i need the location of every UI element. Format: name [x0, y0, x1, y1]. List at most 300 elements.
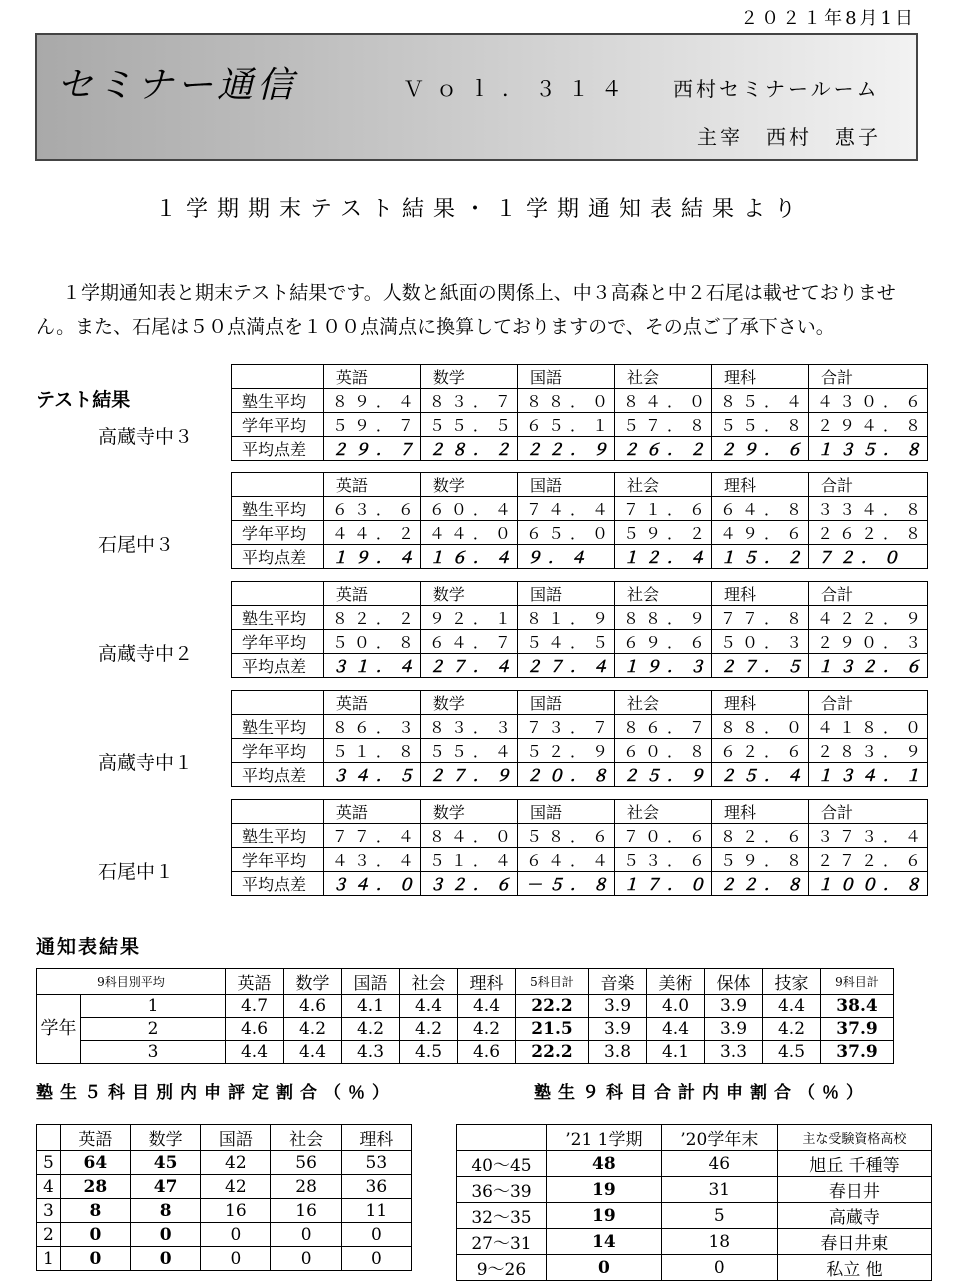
table-cell: 3.8	[589, 1041, 647, 1064]
table-cell: １３４．１	[808, 763, 927, 787]
table-cell: ９２．１	[420, 606, 517, 630]
grade-label: 学年	[37, 995, 81, 1064]
table-cell: ５９．７	[323, 413, 420, 437]
column-header: 英語	[323, 365, 420, 389]
table-row	[232, 389, 928, 413]
table-cell: 春日井東	[777, 1229, 931, 1255]
table-row	[457, 1177, 932, 1203]
table-row	[37, 1041, 894, 1064]
table-header-row	[232, 365, 928, 389]
row-label: 平均点差	[232, 545, 324, 569]
column-header: 合計	[808, 691, 927, 715]
column-header: 国語	[517, 473, 614, 497]
test-result-table	[231, 364, 928, 461]
table-cell: ２９０．３	[808, 630, 927, 654]
table-cell: ５５．８	[711, 413, 808, 437]
column-header: 9科目計	[821, 969, 894, 995]
table-cell: 48	[546, 1151, 661, 1177]
row-label: 学年平均	[232, 630, 324, 654]
column-header: 合計	[808, 473, 927, 497]
row-label: 塾生平均	[232, 824, 324, 848]
table-cell: ２９４．８	[808, 413, 927, 437]
table-cell: ５４．５	[517, 630, 614, 654]
table-cell: 4.3	[342, 1041, 400, 1064]
column-header: 理科	[711, 582, 808, 606]
table-cell: 4.4	[763, 995, 821, 1018]
column-header: 社会	[614, 365, 711, 389]
test-result-table	[231, 799, 928, 896]
table-cell: 36～39	[457, 1177, 547, 1203]
table-cell: 3.9	[589, 995, 647, 1018]
table-cell: ５９．８	[711, 848, 808, 872]
table-row	[232, 437, 928, 461]
table-cell: 私立 他	[777, 1255, 931, 1281]
table-cell: 0	[201, 1247, 271, 1271]
school-label: 高蔵寺中２	[98, 643, 194, 665]
intro-paragraph: １学期通知表と期末テスト結果です。人数と紙面の関係上、中３高森と中２石尾は載せておりません。また、石尾は５０点満点を１００点満点に換算しておりますので、その点ご了承下さい。	[36, 282, 896, 338]
table-cell: ４９．６	[711, 521, 808, 545]
table-cell: 4.1	[647, 1041, 705, 1064]
table-cell: ５３．６	[614, 848, 711, 872]
table-cell: 28	[60, 1175, 130, 1199]
table-row	[232, 739, 928, 763]
table-cell: ２９．７	[323, 437, 420, 461]
table-cell: ５０．８	[323, 630, 420, 654]
column-header: 理科	[711, 691, 808, 715]
table-cell: 4.2	[400, 1018, 458, 1041]
table-cell: 旭丘 千種等	[777, 1151, 931, 1177]
table-cell: ６４．４	[517, 848, 614, 872]
table-cell: ６９．６	[614, 630, 711, 654]
table-cell: ８２．２	[323, 606, 420, 630]
column-header	[232, 365, 324, 389]
table-cell: 28	[271, 1175, 341, 1199]
table-cell: 4.2	[458, 1018, 516, 1041]
table-cell: ６４．７	[420, 630, 517, 654]
newsletter-header	[35, 33, 918, 161]
table-header-row	[37, 1125, 412, 1151]
table-cell: ８６．７	[614, 715, 711, 739]
table-cell: ２６２．８	[808, 521, 927, 545]
table-cell: １２．４	[614, 545, 711, 569]
school-label: 高蔵寺中１	[98, 752, 194, 774]
column-header: 社会	[271, 1125, 341, 1151]
table-cell: ２７．５	[711, 654, 808, 678]
table-cell: ７１．６	[614, 497, 711, 521]
row-label: 学年平均	[232, 521, 324, 545]
table-cell: ５９．２	[614, 521, 711, 545]
column-header	[232, 473, 324, 497]
table-cell: ７７．４	[323, 824, 420, 848]
table-cell: ４１８．０	[808, 715, 927, 739]
table-cell: １５．２	[711, 545, 808, 569]
column-header: 英語	[323, 691, 420, 715]
table-row	[232, 848, 928, 872]
table-cell: ８６．３	[323, 715, 420, 739]
table-cell: 0	[60, 1247, 130, 1271]
table-cell: 21.5	[516, 1018, 589, 1041]
table-cell: ７０．６	[614, 824, 711, 848]
table-cell: ４４．２	[323, 521, 420, 545]
table-row	[37, 1247, 412, 1271]
table-row	[232, 763, 928, 787]
table-cell: ２７．４	[420, 654, 517, 678]
school-label: 石尾中３	[98, 534, 175, 556]
table-cell: 42	[201, 1151, 271, 1175]
table-cell: ８８．９	[614, 606, 711, 630]
table-cell: 2	[37, 1223, 61, 1247]
table-cell: 4.4	[458, 995, 516, 1018]
owner-name: 主宰 西村 恵子	[697, 125, 881, 149]
table-cell: ７３．７	[517, 715, 614, 739]
issue-date: ２０２１年8月1日	[740, 8, 916, 29]
column-header: 主な受験資格高校	[777, 1125, 931, 1151]
table-row	[232, 630, 928, 654]
table-cell: 14	[546, 1229, 661, 1255]
column-header: 数学	[130, 1125, 200, 1151]
table-cell: 0	[341, 1247, 411, 1271]
newsletter-title: セミナー通信	[57, 65, 298, 106]
column-header: 理科	[711, 800, 808, 824]
table-cell: ５０．３	[711, 630, 808, 654]
five-subject-ratio-table	[36, 1124, 412, 1271]
table-row	[232, 545, 928, 569]
table-cell: 高蔵寺	[777, 1203, 931, 1229]
table-cell: ２８３．９	[808, 739, 927, 763]
report-card-table	[36, 968, 894, 1064]
column-header: 英語	[323, 800, 420, 824]
column-header: 理科	[458, 969, 516, 995]
column-header: ’21 1学期	[546, 1125, 661, 1151]
table-cell: 4	[37, 1175, 61, 1199]
table-header-row	[232, 473, 928, 497]
table-cell: 37.9	[821, 1041, 894, 1064]
column-header: 数学	[420, 473, 517, 497]
column-header: 社会	[614, 691, 711, 715]
table-cell: １７．０	[614, 872, 711, 896]
column-header: 5科目計	[516, 969, 589, 995]
table-cell: 45	[130, 1151, 200, 1175]
table-cell: 5	[661, 1203, 777, 1229]
column-header	[37, 1125, 61, 1151]
column-header: 数学	[420, 800, 517, 824]
table-cell: 56	[271, 1151, 341, 1175]
table-cell: 42	[201, 1175, 271, 1199]
test-results-heading: テスト結果	[36, 389, 131, 411]
table-cell: ８４．０	[614, 389, 711, 413]
table-cell: 64	[60, 1151, 130, 1175]
table-cell: 4.2	[342, 1018, 400, 1041]
table-cell: 4.4	[284, 1041, 342, 1064]
column-header: 美術	[647, 969, 705, 995]
column-header: 英語	[226, 969, 284, 995]
table-cell: ６２．６	[711, 739, 808, 763]
table-cell: －５．８	[517, 872, 614, 896]
column-header: 理科	[711, 473, 808, 497]
test-result-table	[231, 581, 928, 678]
table-cell: 4.2	[284, 1018, 342, 1041]
test-result-table	[231, 472, 928, 569]
table-cell: 53	[341, 1151, 411, 1175]
table-cell: ５５．５	[420, 413, 517, 437]
table-cell: 4.1	[342, 995, 400, 1018]
column-header: 社会	[400, 969, 458, 995]
table-cell: 春日井	[777, 1177, 931, 1203]
school-label: 高蔵寺中３	[98, 426, 194, 448]
table-cell: ３７３．４	[808, 824, 927, 848]
table-cell: 18	[661, 1229, 777, 1255]
column-header: 数学	[420, 365, 517, 389]
table-row	[37, 995, 894, 1018]
table-cell: 9～26	[457, 1255, 547, 1281]
column-header	[457, 1125, 547, 1151]
table-header-row	[232, 691, 928, 715]
table-cell: 3.3	[705, 1041, 763, 1064]
row-label: 平均点差	[232, 654, 324, 678]
column-header: 音楽	[589, 969, 647, 995]
table-cell: 8	[60, 1199, 130, 1223]
table-cell: ５２．９	[517, 739, 614, 763]
table-cell: 3.9	[589, 1018, 647, 1041]
column-header: 理科	[341, 1125, 411, 1151]
table-cell: １９．３	[614, 654, 711, 678]
table-cell: ６５．０	[517, 521, 614, 545]
table-row	[232, 872, 928, 896]
table-cell: 36	[341, 1175, 411, 1199]
table-cell: ６４．８	[711, 497, 808, 521]
table-cell: ２８．２	[420, 437, 517, 461]
table-cell: ２９．６	[711, 437, 808, 461]
table-cell: ２７．９	[420, 763, 517, 787]
table-cell: 4.5	[763, 1041, 821, 1064]
table-cell: 4.4	[647, 1018, 705, 1041]
column-header	[232, 582, 324, 606]
table-cell: ４４．０	[420, 521, 517, 545]
table-row	[37, 1175, 412, 1199]
table-cell: 16	[271, 1199, 341, 1223]
row-label: 学年平均	[232, 848, 324, 872]
table-cell: 0	[271, 1247, 341, 1271]
article-headline: １学期期末テスト結果・１学期通知表結果より	[154, 197, 806, 222]
table-row	[232, 413, 928, 437]
column-header: 英語	[323, 582, 420, 606]
table-cell: ７７．８	[711, 606, 808, 630]
table-cell: ５１．８	[323, 739, 420, 763]
table-row	[232, 715, 928, 739]
row-label: 塾生平均	[232, 389, 324, 413]
table-cell: ７４．４	[517, 497, 614, 521]
table-cell: 5	[37, 1151, 61, 1175]
table-cell: ３４．０	[323, 872, 420, 896]
table-cell: 0	[130, 1247, 200, 1271]
table-cell: 0	[201, 1223, 271, 1247]
school-label: 石尾中１	[98, 861, 175, 883]
table-cell: 27～31	[457, 1229, 547, 1255]
column-header: 国語	[517, 582, 614, 606]
row-label: 学年平均	[232, 739, 324, 763]
table-cell: ８４．０	[420, 824, 517, 848]
table-cell: ８５．４	[711, 389, 808, 413]
table-cell: 40～45	[457, 1151, 547, 1177]
table-cell: ６０．８	[614, 739, 711, 763]
table-cell: 8	[130, 1199, 200, 1223]
table-cell: 47	[130, 1175, 200, 1199]
table-cell: ２７．４	[517, 654, 614, 678]
table-row	[232, 497, 928, 521]
table-cell: 4.7	[226, 995, 284, 1018]
column-header: 英語	[323, 473, 420, 497]
column-header	[232, 800, 324, 824]
nine-subject-ratio-table	[456, 1124, 932, 1281]
column-header: 社会	[614, 800, 711, 824]
table-cell: ６５．１	[517, 413, 614, 437]
column-header: 理科	[711, 365, 808, 389]
table-row	[37, 1223, 412, 1247]
table-cell: 4.4	[400, 995, 458, 1018]
table-row	[232, 521, 928, 545]
table-cell: ５１．４	[420, 848, 517, 872]
table-cell: 0	[60, 1223, 130, 1247]
table-cell: 4.6	[226, 1018, 284, 1041]
table-cell: １３５．８	[808, 437, 927, 461]
table-header-row	[232, 800, 928, 824]
table-cell: １００．８	[808, 872, 927, 896]
table-cell: 0	[341, 1223, 411, 1247]
table-cell: ２５．４	[711, 763, 808, 787]
column-header: 国語	[201, 1125, 271, 1151]
column-header: 数学	[284, 969, 342, 995]
table-cell: ５５．４	[420, 739, 517, 763]
table-row	[232, 654, 928, 678]
table-cell: ９．４	[517, 545, 614, 569]
table-cell: ６３．６	[323, 497, 420, 521]
nine-subject-heading: 塾生９科目合計内申割合（％）	[534, 1083, 870, 1103]
table-cell: ６０．４	[420, 497, 517, 521]
row-label: 塾生平均	[232, 497, 324, 521]
column-header: 合計	[808, 365, 927, 389]
table-cell: １９．４	[323, 545, 420, 569]
table-row	[232, 606, 928, 630]
table-cell: 0	[130, 1223, 200, 1247]
table-cell: 1	[81, 995, 226, 1018]
table-row	[37, 1018, 894, 1041]
table-cell: 38.4	[821, 995, 894, 1018]
table-cell: ３３４．８	[808, 497, 927, 521]
row-label: 学年平均	[232, 413, 324, 437]
table-cell: 0	[271, 1223, 341, 1247]
table-cell: 4.0	[647, 995, 705, 1018]
column-header: 英語	[60, 1125, 130, 1151]
table-header-row	[37, 969, 894, 995]
table-cell: ８９．４	[323, 389, 420, 413]
table-cell: 11	[341, 1199, 411, 1223]
table-cell: 3	[81, 1041, 226, 1064]
table-cell: 3	[37, 1199, 61, 1223]
table-cell: ２２．９	[517, 437, 614, 461]
table-cell: ２５．９	[614, 763, 711, 787]
organization-name: 西村セミナールーム	[673, 77, 880, 101]
table-cell: 2	[81, 1018, 226, 1041]
report-card-heading: 通知表結果	[36, 936, 142, 958]
column-header: 技家	[763, 969, 821, 995]
table-cell: 16	[201, 1199, 271, 1223]
table-cell: ４３０．６	[808, 389, 927, 413]
table-header-row	[457, 1125, 932, 1151]
test-result-table	[231, 690, 928, 787]
table-row	[37, 1151, 412, 1175]
table-cell: ８２．６	[711, 824, 808, 848]
table-cell: 4.4	[226, 1041, 284, 1064]
five-subject-heading: 塾生５科目別内申評定割合（％）	[36, 1083, 396, 1103]
table-cell: ５７．８	[614, 413, 711, 437]
table-row	[457, 1203, 932, 1229]
table-cell: ２７２．６	[808, 848, 927, 872]
column-header: 社会	[614, 473, 711, 497]
table-cell: ８３．７	[420, 389, 517, 413]
table-cell: 22.2	[516, 1041, 589, 1064]
table-cell: 37.9	[821, 1018, 894, 1041]
table-header-row	[232, 582, 928, 606]
table-cell: ８３．３	[420, 715, 517, 739]
table-cell: ３４．５	[323, 763, 420, 787]
table-cell: ２６．２	[614, 437, 711, 461]
column-header: 合計	[808, 800, 927, 824]
column-header: 合計	[808, 582, 927, 606]
column-header	[232, 691, 324, 715]
column-header: ’20学年末	[661, 1125, 777, 1151]
column-header: 保体	[705, 969, 763, 995]
row-label: 塾生平均	[232, 715, 324, 739]
table-row	[37, 1199, 412, 1223]
table-cell: 0	[661, 1255, 777, 1281]
table-cell: ４３．４	[323, 848, 420, 872]
table-cell: 22.2	[516, 995, 589, 1018]
table-cell: 19	[546, 1203, 661, 1229]
table-cell: ３２．６	[420, 872, 517, 896]
row-label: 塾生平均	[232, 606, 324, 630]
column-header: 国語	[517, 365, 614, 389]
column-header: 社会	[614, 582, 711, 606]
table-cell: ７２．０	[808, 545, 927, 569]
table-cell: 31	[661, 1177, 777, 1203]
row-label: 平均点差	[232, 763, 324, 787]
table-row	[232, 824, 928, 848]
table-cell: ２０．８	[517, 763, 614, 787]
column-header: 数学	[420, 582, 517, 606]
table-cell: 3.9	[705, 995, 763, 1018]
table-cell: 4.5	[400, 1041, 458, 1064]
table-row	[457, 1229, 932, 1255]
table-cell: 19	[546, 1177, 661, 1203]
table-cell: 3.9	[705, 1018, 763, 1041]
column-header: 国語	[517, 691, 614, 715]
table-cell: １６．４	[420, 545, 517, 569]
table-row	[457, 1255, 932, 1281]
table-cell: ８８．０	[517, 389, 614, 413]
table-cell: ４２２．９	[808, 606, 927, 630]
table-cell: 4.6	[458, 1041, 516, 1064]
table-cell: １３２．６	[808, 654, 927, 678]
table-cell: ８１．９	[517, 606, 614, 630]
row-label: 平均点差	[232, 872, 324, 896]
column-header: 国語	[342, 969, 400, 995]
column-header: 国語	[517, 800, 614, 824]
table-row	[457, 1151, 932, 1177]
column-header: 数学	[420, 691, 517, 715]
table-cell: 1	[37, 1247, 61, 1271]
table-cell: 0	[546, 1255, 661, 1281]
table-cell: 32～35	[457, 1203, 547, 1229]
